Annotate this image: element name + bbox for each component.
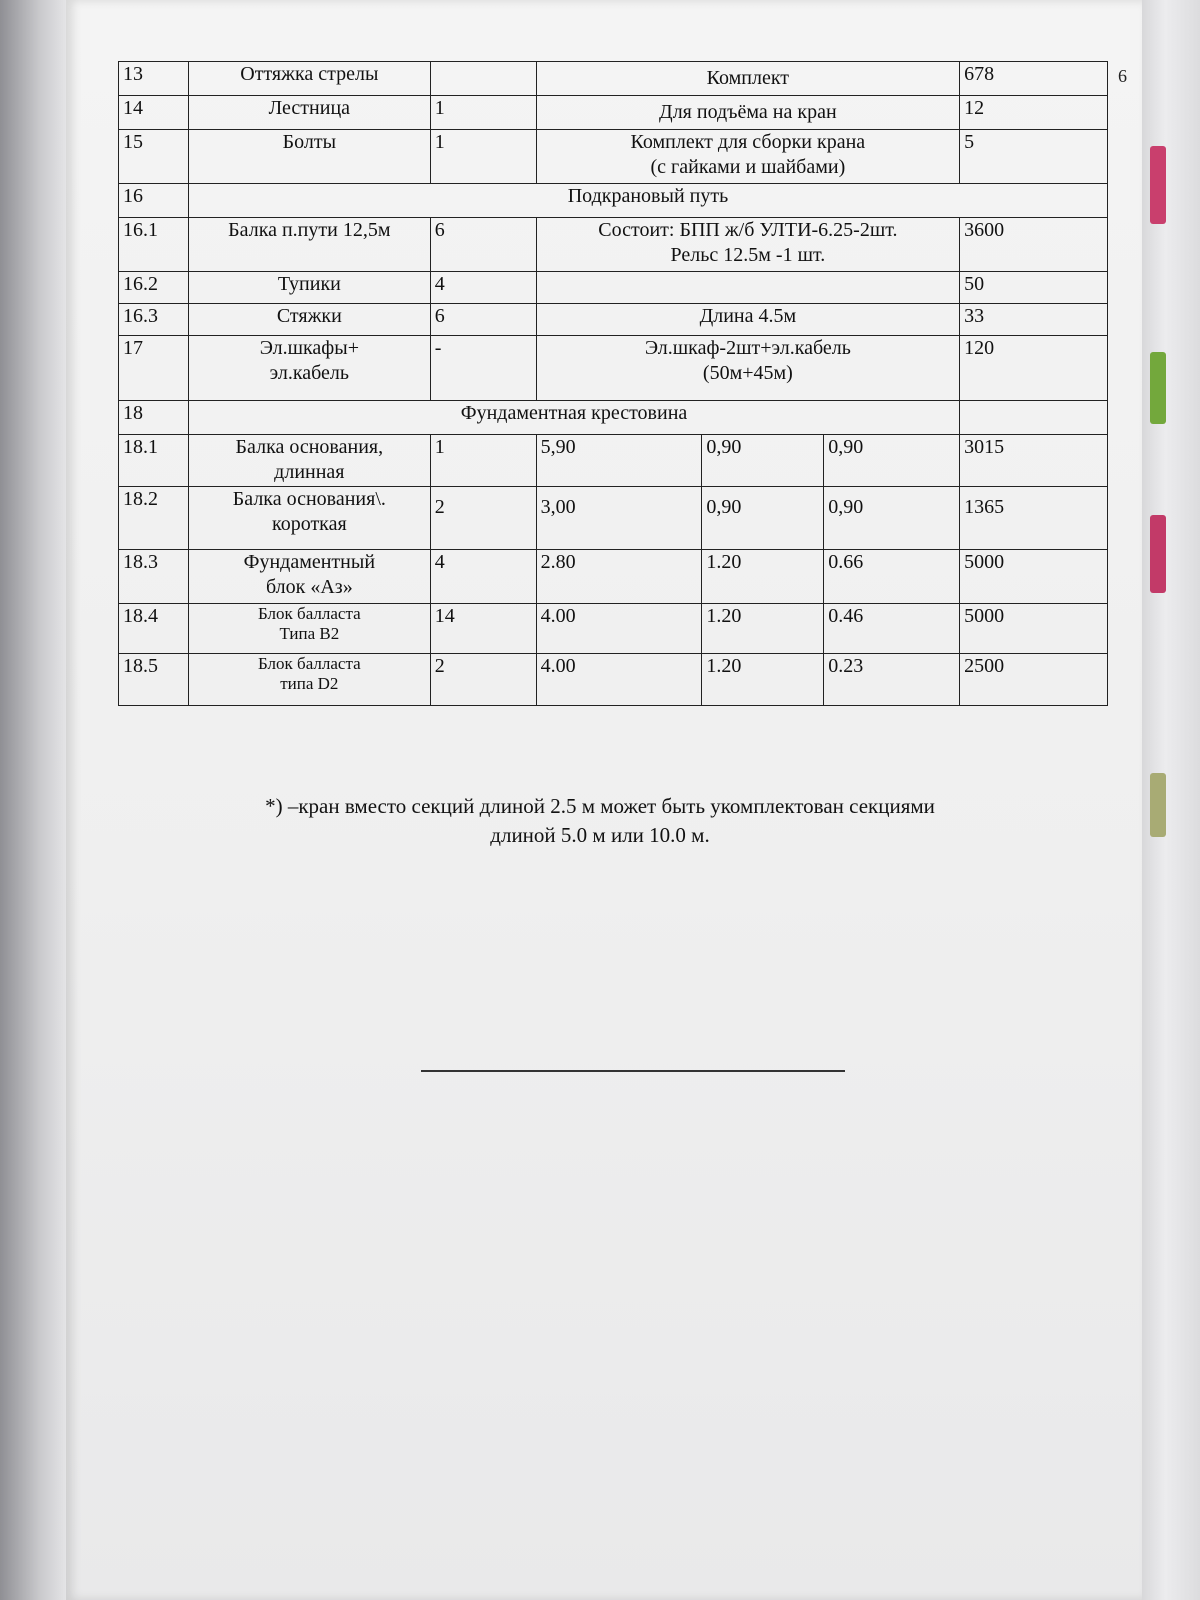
table-row [119,62,1108,96]
item-name: Оттяжка стрелы [188,62,430,96]
item-mass: 50 [960,272,1108,304]
name-line: типа D2 [280,674,339,693]
item-mass: 3600 [960,218,1108,272]
name-line: Блок балласта [258,604,361,623]
item-name [188,604,430,654]
footnote [150,792,1050,850]
item-number: 18 [119,401,189,435]
item-qty: - [430,336,536,401]
footnote-line: длиной 5.0 м или 10.0 м. [490,823,710,847]
index-tab-pink-2 [1150,515,1166,593]
name-line: Блок балласта [258,654,361,673]
section-title: Подкрановый путь [188,184,1107,218]
table-row [119,336,1108,401]
item-length: 3,00 [536,487,702,550]
name-line: Балка основания\. [232,488,386,510]
item-number: 18.3 [119,550,189,604]
item-name: Стяжки [188,304,430,336]
name-line: эл.кабель [269,362,350,384]
index-tab-pink [1150,146,1166,224]
item-number: 16.3 [119,304,189,336]
name-line: Фундаментный [243,551,376,573]
item-name: Тупики [188,272,430,304]
item-width: 1.20 [702,654,824,706]
item-name [188,550,430,604]
item-mass: 12 [960,96,1108,130]
item-width: 0,90 [702,487,824,550]
item-mass: 5000 [960,604,1108,654]
item-qty: 14 [430,604,536,654]
table-row [119,304,1108,336]
item-number: 13 [119,62,189,96]
item-width: 0,90 [702,435,824,487]
item-number: 15 [119,130,189,184]
item-qty: 2 [430,487,536,550]
name-line: Эл.шкафы+ [259,337,359,359]
table-row [119,654,1108,706]
description-line: (с гайками и шайбами) [650,156,846,178]
index-tab-green [1150,352,1166,424]
table-row [119,130,1108,184]
section-row [119,401,1108,435]
item-name: Лестница [188,96,430,130]
table-row [119,487,1108,550]
item-length: 2.80 [536,550,702,604]
description-line: (50м+45м) [702,362,793,384]
item-description: Для подъёма на кран [536,96,960,130]
specification-table [118,61,1108,706]
table-row [119,218,1108,272]
item-length: 4.00 [536,604,702,654]
item-description [536,218,960,272]
item-name [188,487,430,550]
description-line: Эл.шкаф-2шт+эл.кабель [644,337,851,359]
item-height: 0,90 [824,435,960,487]
section-row [119,184,1108,218]
item-number: 16 [119,184,189,218]
footnote-line: *) –кран вместо секций длиной 2.5 м может быть укомплектован секциями [265,794,935,818]
item-mass: 5 [960,130,1108,184]
item-description: Длина 4.5м [536,304,960,336]
item-mass: 5000 [960,550,1108,604]
item-number: 18.1 [119,435,189,487]
item-description [536,336,960,401]
item-description [536,272,960,304]
description-line: Состоит: БПП ж/б УЛТИ-6.25-2шт. [598,219,898,241]
name-line: Типа В2 [279,624,340,643]
item-number: 18.2 [119,487,189,550]
item-qty: 1 [430,130,536,184]
item-qty: 1 [430,435,536,487]
table-row [119,435,1108,487]
item-qty: 2 [430,654,536,706]
item-qty: 4 [430,272,536,304]
item-number: 16.2 [119,272,189,304]
item-width: 1.20 [702,604,824,654]
item-height: 0.46 [824,604,960,654]
table-row [119,272,1108,304]
name-line: блок «Аз» [265,576,353,598]
end-divider [421,1070,845,1072]
page-number: 6 [1118,66,1127,86]
item-number: 16.1 [119,218,189,272]
binder-edge [0,0,66,1600]
item-description: Комплект [536,62,960,96]
name-line: Балка основания, [235,436,384,458]
item-qty: 1 [430,96,536,130]
item-mass: 1365 [960,487,1108,550]
item-height: 0.66 [824,550,960,604]
item-number: 17 [119,336,189,401]
item-name [188,654,430,706]
item-qty: 6 [430,218,536,272]
item-name [188,336,430,401]
item-mass: 33 [960,304,1108,336]
item-number: 18.5 [119,654,189,706]
item-mass: 2500 [960,654,1108,706]
item-name [188,435,430,487]
item-height: 0,90 [824,487,960,550]
section-title: Фундаментная крестовина [188,401,959,435]
item-mass: 678 [960,62,1108,96]
item-mass: 3015 [960,435,1108,487]
description-line: Рельс 12.5м -1 шт. [670,244,826,266]
item-qty: 4 [430,550,536,604]
table-row [119,550,1108,604]
item-mass: 120 [960,336,1108,401]
item-name: Балка п.пути 12,5м [188,218,430,272]
description-line: Комплект для сборки крана [630,131,866,153]
name-line: короткая [272,513,347,535]
item-number: 18.4 [119,604,189,654]
item-width: 1.20 [702,550,824,604]
empty-cell [960,401,1108,435]
table-row [119,604,1108,654]
item-number: 14 [119,96,189,130]
index-tab-olive [1150,773,1166,837]
item-height: 0.23 [824,654,960,706]
table-row [119,96,1108,130]
item-length: 5,90 [536,435,702,487]
item-length: 4.00 [536,654,702,706]
item-qty: 6 [430,304,536,336]
name-line: длинная [274,461,345,483]
item-qty [430,62,536,96]
item-name: Болты [188,130,430,184]
item-description [536,130,960,184]
